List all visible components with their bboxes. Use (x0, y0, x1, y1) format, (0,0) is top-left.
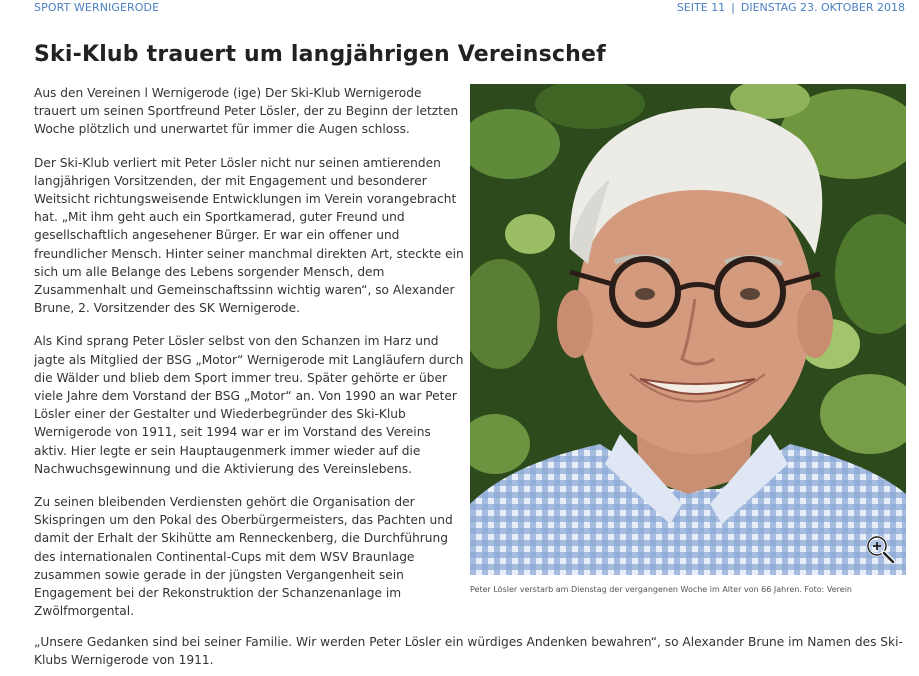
article-paragraph: Zu seinen bleibenden Verdiensten gehört die Organisation der Skispringen um den Pokal des Oberbürgermeisters, das Pachten und damit der Erhalt der Skihütte am Renneckenberg, die Durchführung des internationalen Continental-Cups mit dem WSV Braunlage zusammen sowie gerade in der jüngsten Vergangenheit sein Engagement bei der Rekonstruktion der Schanzenanlage im Zwölfmorgental. (34, 495, 453, 619)
zoom-in-icon (864, 533, 896, 565)
article-paragraph: Als Kind sprang Peter Lösler selbst von den Schanzen im Harz und jagte als Mitglied der BSG „Motor“ Wernigerode mit Langläufern durch die Wälder und blieb dem Sport immer treu. Später gehörte er über viele Jahre dem Vorstand der BSG „Motor“ an. Von 1990 an war Peter Lösler einer der Gestalter und Wiederbegründer des Ski-Klub Wernigerode von 1911, seit 1994 war er im Vorstand des Vereins aktiv. Hier legte er sein Hauptaugenmerk immer wieder auf die Nachwuchsgewinnung und die Aktivierung des Vereinslebens. (34, 334, 464, 476)
article-closing-paragraph: „Unsere Gedanken sind bei seiner Familie. Wir werden Peter Lösler ein würdiges Andenken bewahren“, so Alexander Brune im Namen des Ski-Klubs Wernigerode von 1911. (34, 635, 903, 668)
section-label[interactable]: SPORT WERNIGERODE (34, 1, 160, 14)
issue-date: DIENSTAG 23. OKTOBER 2018 (740, 1, 905, 14)
zoom-button[interactable] (864, 533, 896, 565)
article-photo[interactable] (470, 84, 906, 575)
article-body (34, 84, 464, 635)
article-paragraph: Aus den Vereinen l Wernigerode (ige) Der Ski-Klub Wernigerode trauert um seinen Sportfreund Peter Lösler, der zu Beginn der letzten Woche plötzlich und unerwartet für immer die Augen schloss. (34, 86, 459, 137)
article-paragraph: Der Ski-Klub verliert mit Peter Lösler nicht nur seinen amtierenden langjährigen Vorsitzenden, der mit Engagement und besonderer Weitsicht richtungsweisende Entwicklungen im Verein vorangebracht hat. „Mit ihm geht auch ein Sportkamerad, guter Freund und gesellschaftlich angesehener Bürger. Er war ein offener und freundlicher Mensch. Hinter seiner manchmal direkten Art, steckte ein sich um alle Belange des Lebens sorgender Mensch, dem Zusammenhalt und Gemeinschaftssinn wichtig waren“, so Alexander Brune, 2. Vorsitzender des SK Wernigerode. (34, 155, 464, 316)
top-bar (0, 0, 919, 18)
page-number: SEITE 11 (676, 1, 726, 14)
portrait-photo (470, 84, 906, 575)
page-meta (677, 1, 905, 14)
photo-caption: Peter Lösler verstarb am Dienstag der vergangenen Woche im Alter von 66 Jahren. Foto: Verein (470, 585, 852, 594)
meta-separator: | (731, 1, 735, 14)
article-headline: Ski-Klub trauert um langjährigen Vereinschef (34, 42, 606, 67)
